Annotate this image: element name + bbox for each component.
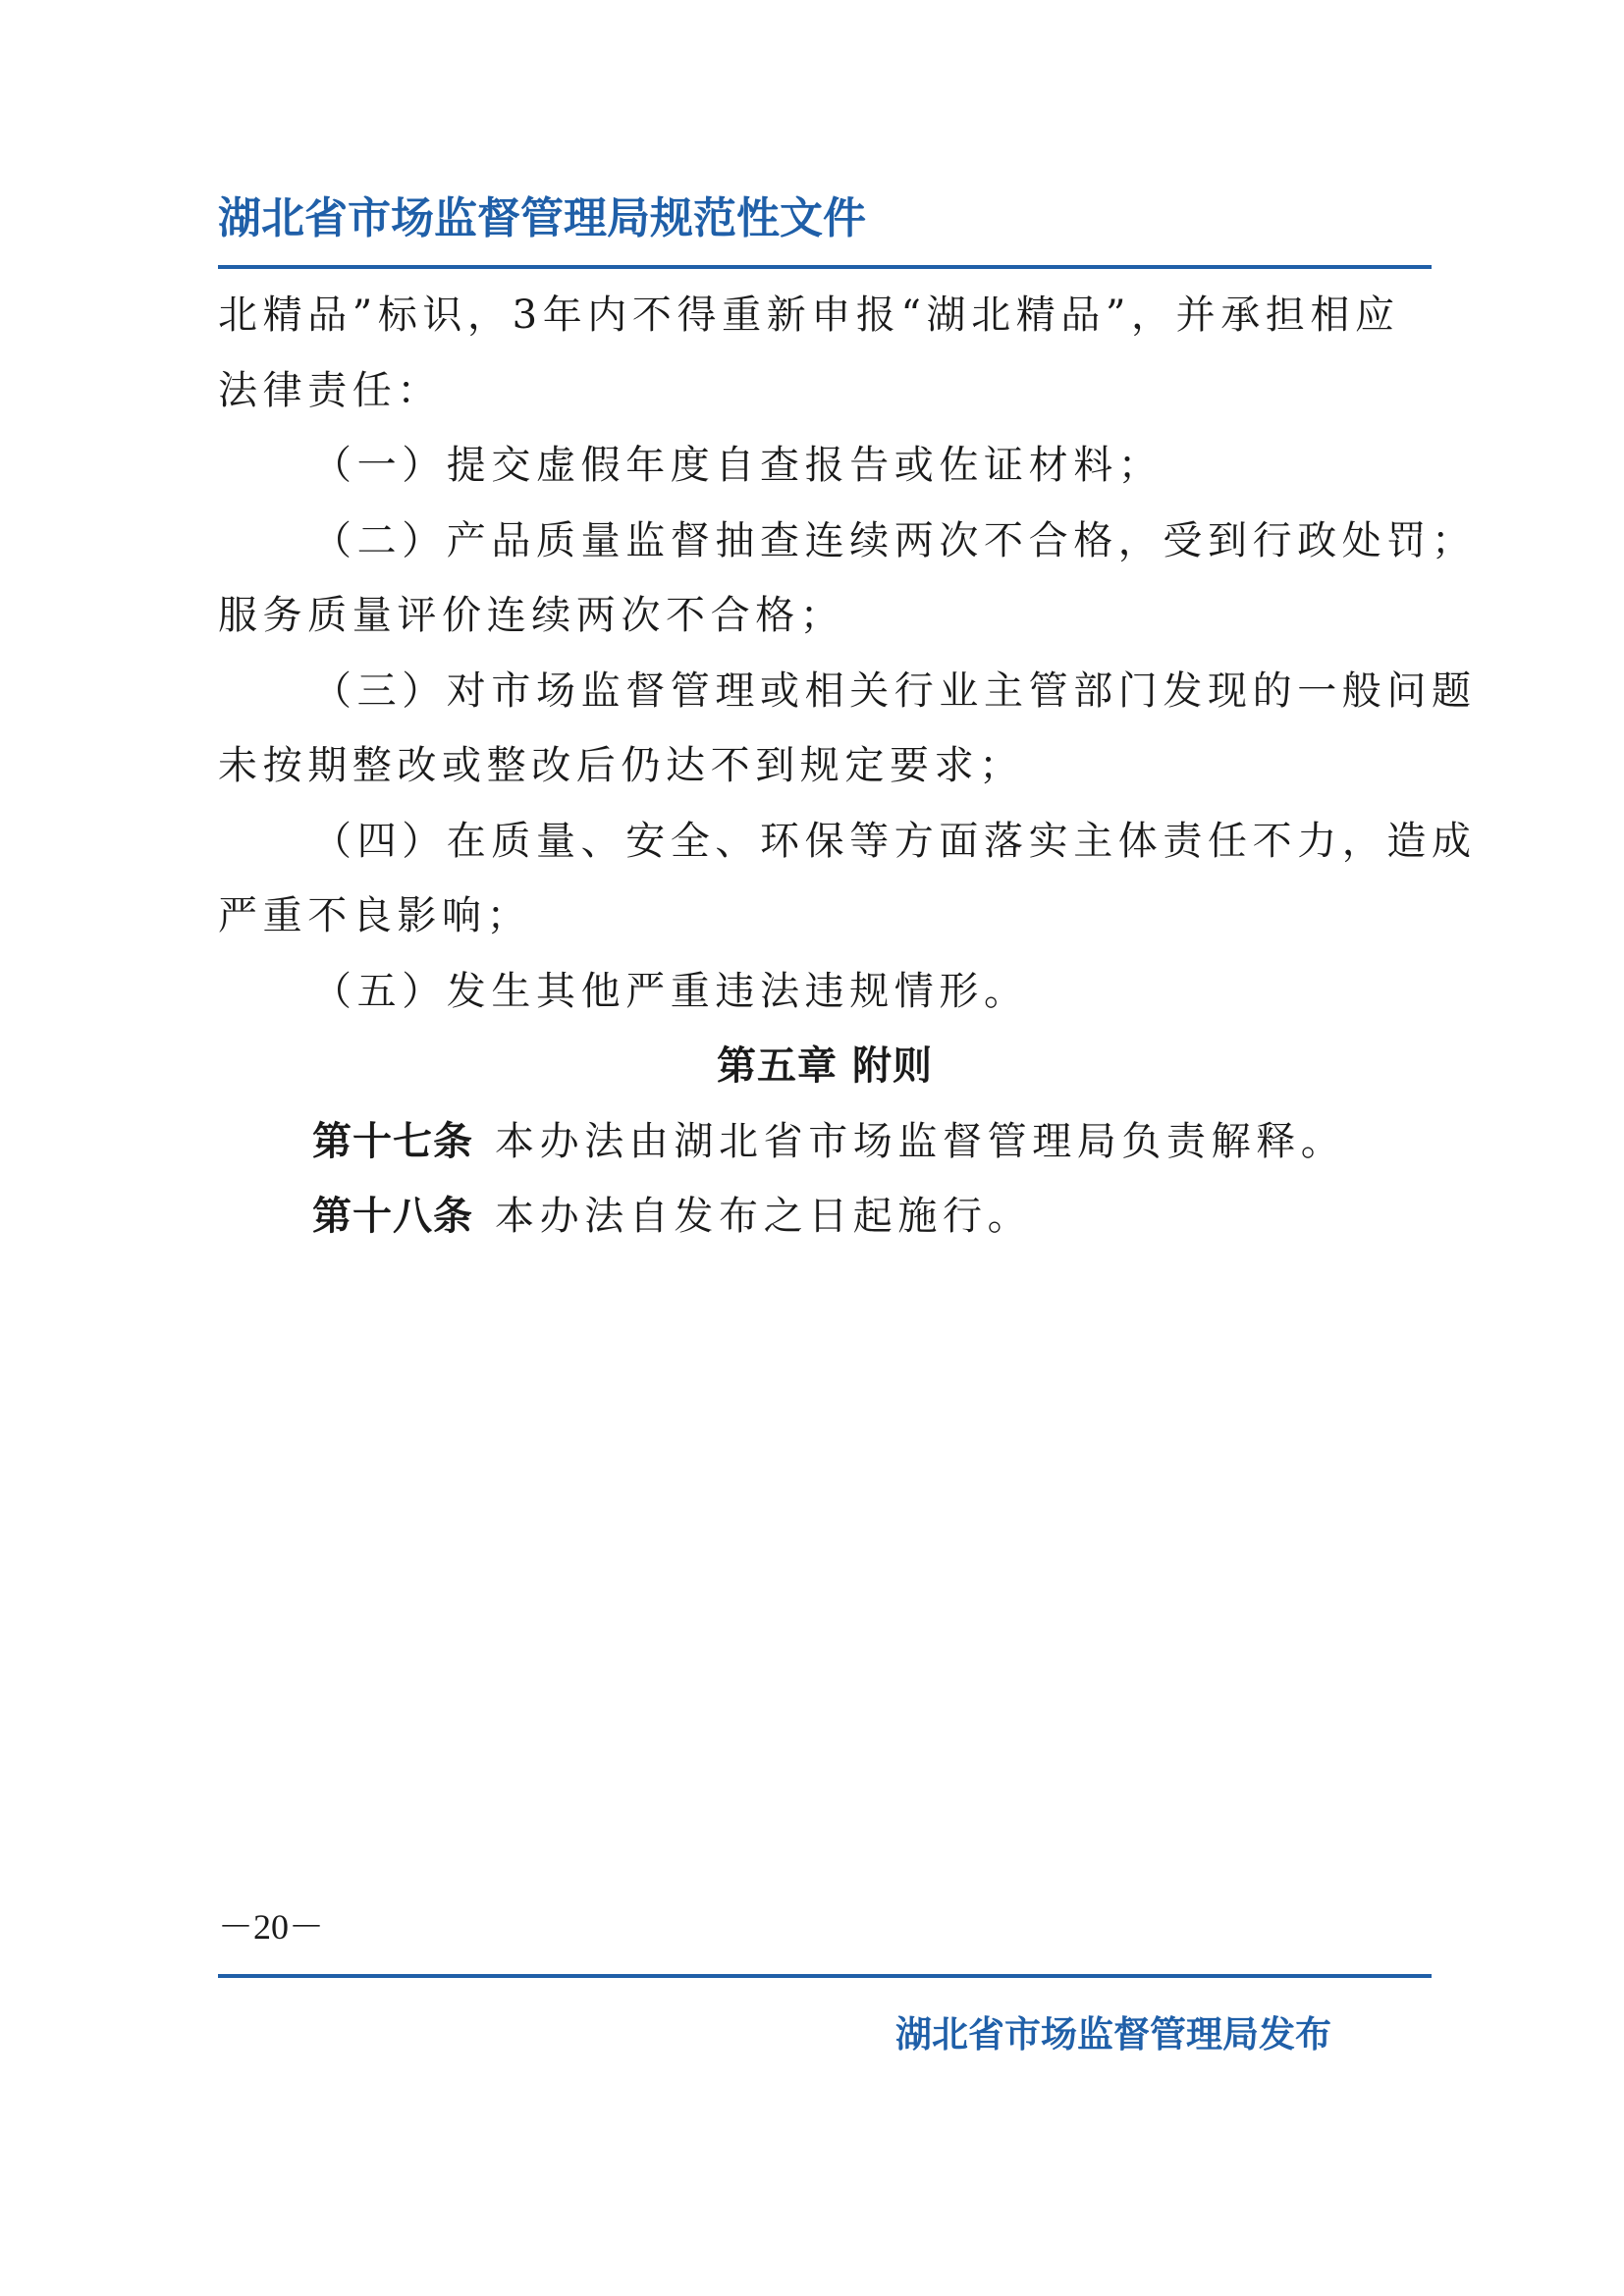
document-body [218, 278, 1477, 1255]
article-number: 第十七条 [312, 1118, 473, 1164]
document-header-title: 湖北省市场监督管理局规范性文件 [218, 193, 866, 243]
article-18 [218, 1179, 1432, 1255]
list-item-2: （二）产品质量监督抽查连续两次不合格，受到行政处罚； [312, 517, 1477, 563]
article-text: 本办法由湖北省市场监督管理局负责解释。 [495, 1118, 1346, 1164]
body-line: 法律责任： [218, 367, 442, 413]
body-line: 服务质量评价连续两次不合格； [218, 593, 845, 638]
body-line: 北精品”标识，3年内不得重新申报“湖北精品”，并承担相应 [218, 293, 1400, 338]
list-item-1: （一）提交虚假年度自查报告或佐证材料； [312, 443, 1164, 488]
list-item-5: （五）发生其他严重违法违规情形。 [312, 968, 1029, 1014]
list-item-4: （四）在质量、安全、环保等方面落实主体责任不力，造成 [312, 818, 1477, 864]
page-number: －20－ [218, 1907, 325, 1947]
article-17 [218, 1104, 1432, 1180]
chapter-heading: 第五章 附则 [717, 1043, 933, 1089]
body-line: 严重不良影响； [218, 893, 532, 938]
header-divider [218, 265, 1432, 269]
list-item-3: （三）对市场监督管理或相关行业主管部门发现的一般问题 [312, 667, 1477, 714]
footer-divider [218, 1974, 1432, 1978]
footer-publisher: 湖北省市场监督管理局发布 [895, 2013, 1331, 2056]
article-number: 第十八条 [312, 1194, 473, 1239]
body-line: 未按期整改或整改后仍达不到规定要求； [218, 743, 1024, 788]
article-text: 本办法自发布之日起施行。 [495, 1194, 1033, 1239]
